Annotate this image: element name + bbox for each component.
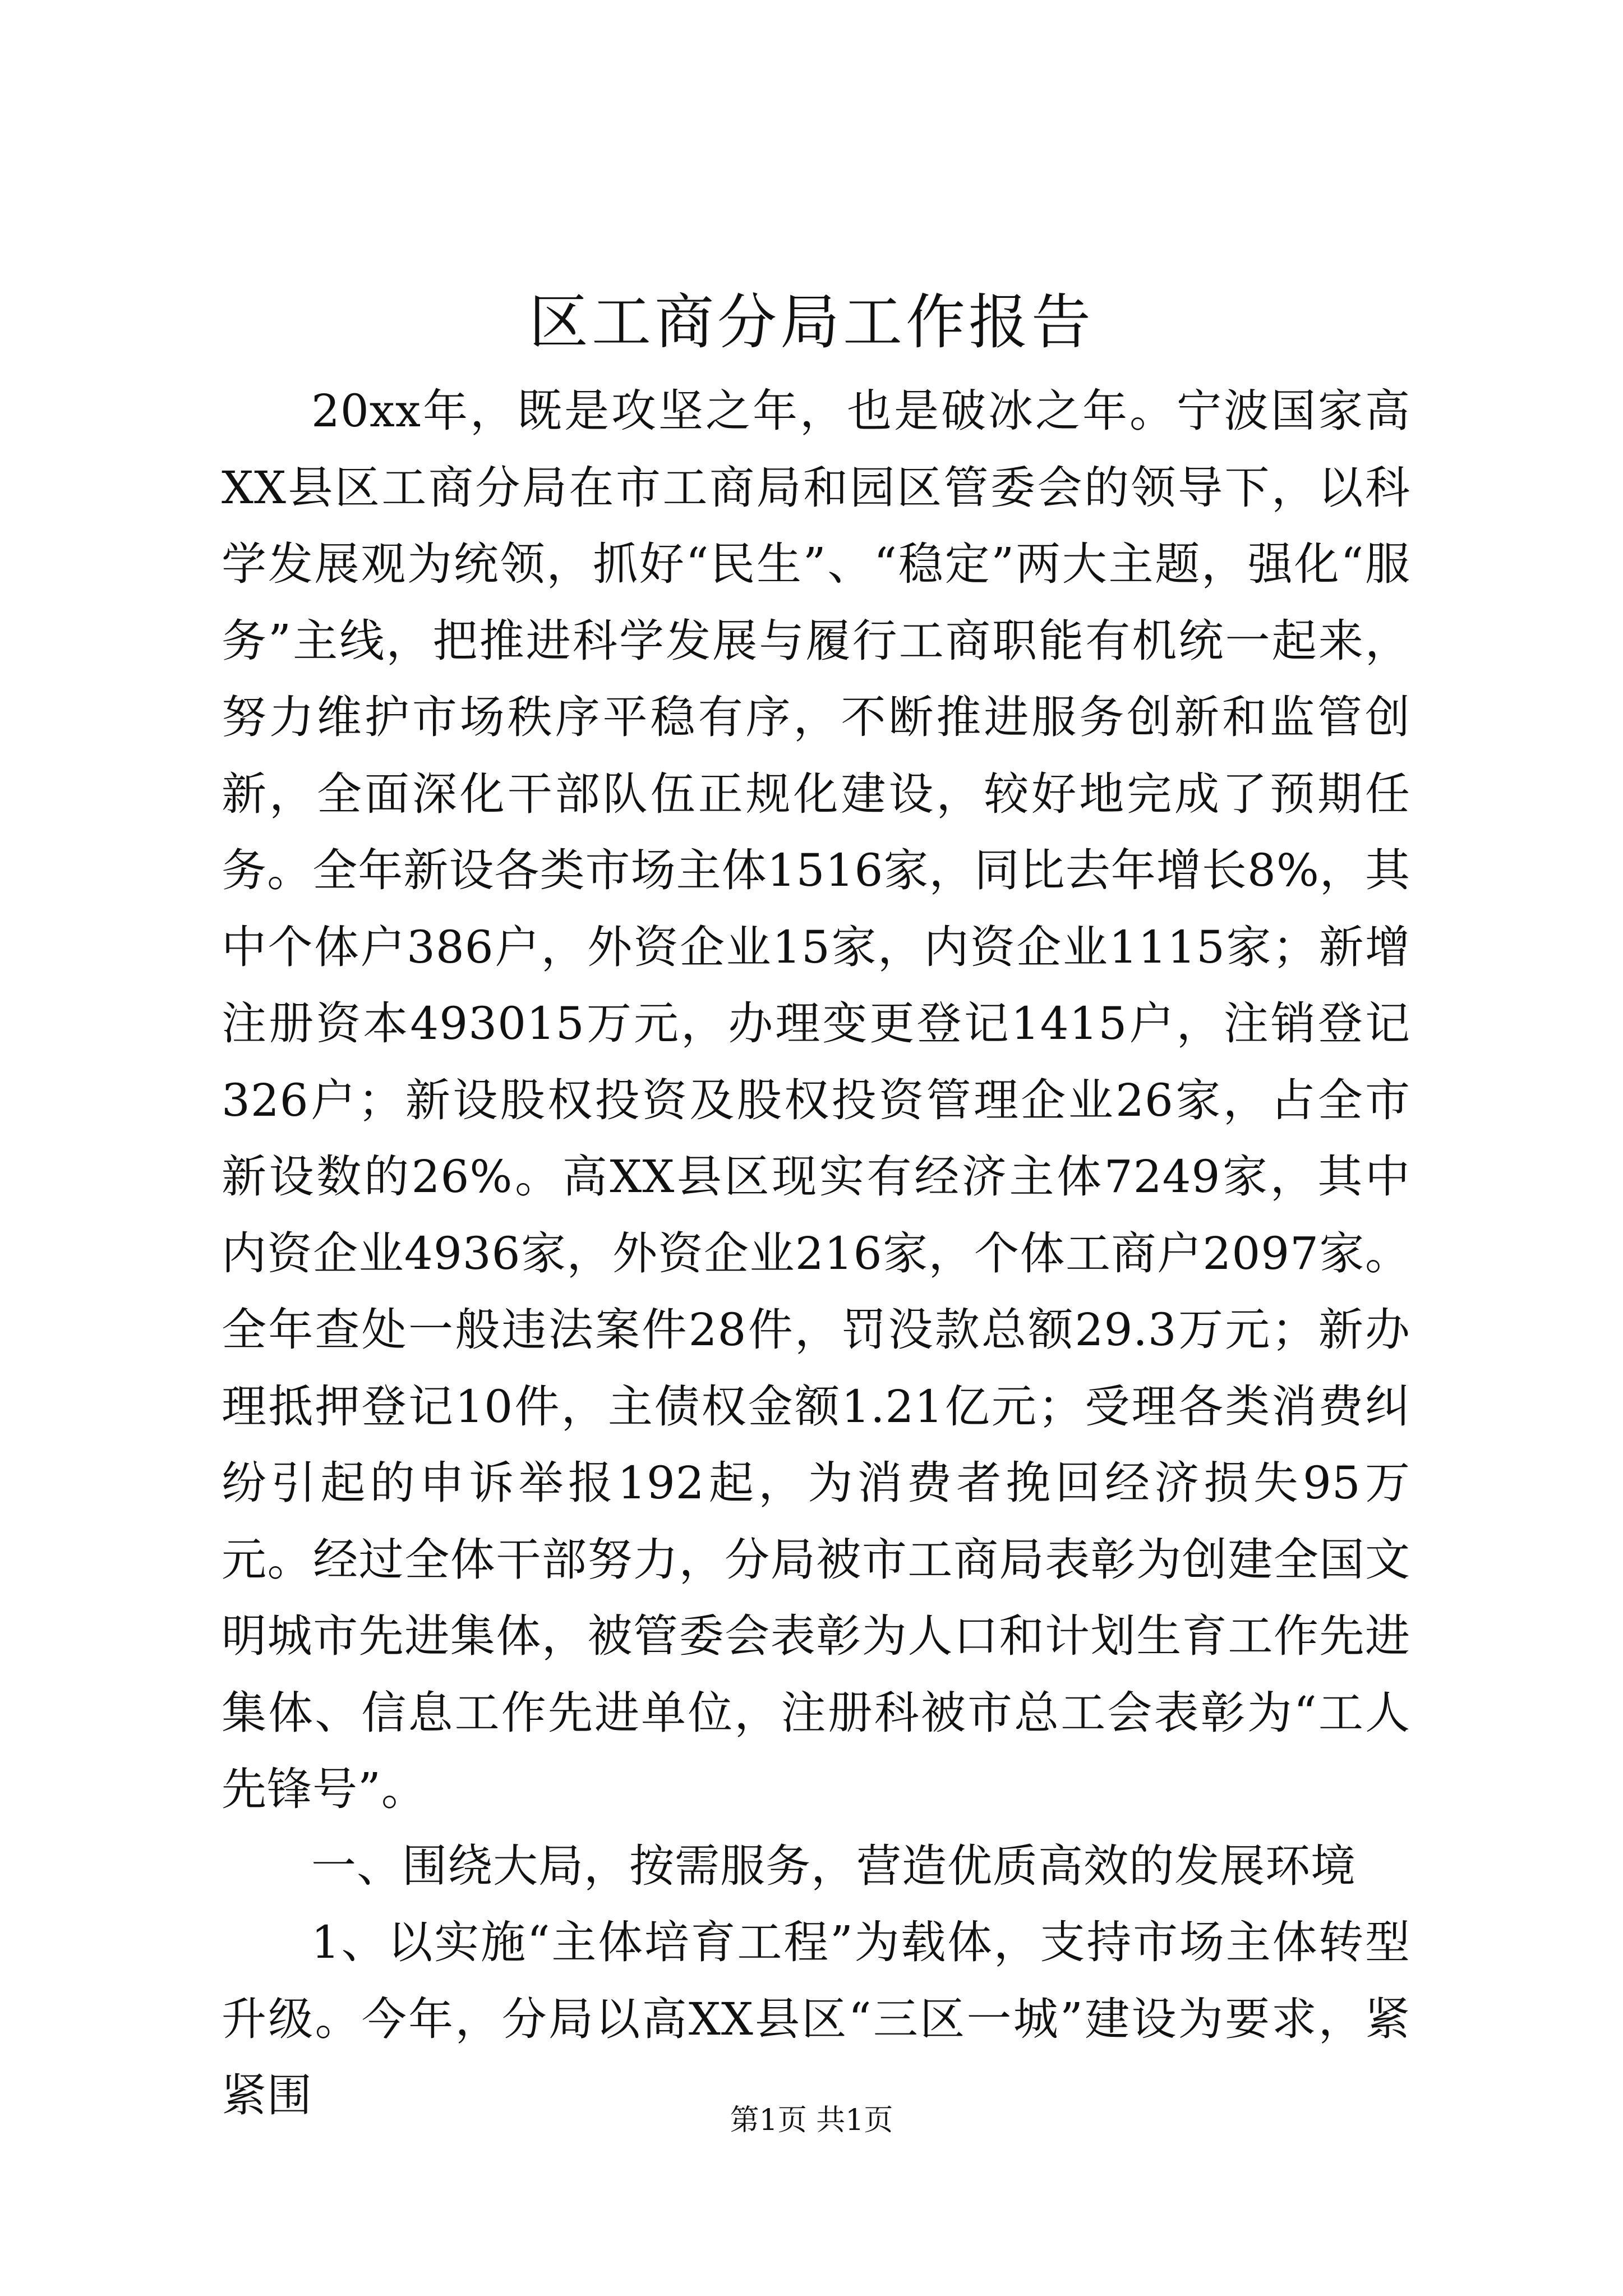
section-heading-1: 一、围绕大局，按需服务，营造优质高效的发展环境 [311, 1839, 1356, 1892]
intro-paragraph: 20xx年，既是攻坚之年，也是破冰之年。宁波国家高XX县区工商分局在市工商局和园区管委会的领导下，以科学发展观为统领，抓好“民生”、“稳定”两大主题，强化“服务”主线，把推进科学发展与履行工商职能有机统一起来，努力维护市场秩序平稳有序，不断推进服务创新和监管创新，全面深化干部队伍正规化建设，较好地完成了预期任务。全年新设各类市场主体1516家，同比去年增长8%，其中个体户386户，外资企业15家，内资企业1115家；新增注册资本493015万元，办理变更登记1415户，注销登记326户；新设股权投资及股权投资管理企业26家，占全市新设数的26%。高XX县区现实有经济主体7249家，其中内资企业4936家，外资企业216家，个体工商户2097家。全年查处一般违法案件28件，罚没款总额29.3万元；新办理抵押登记10件，主债权金额1.21亿元；受理各类消费纠纷引起的申诉举报192起，为消费者挽回经济损失95万元。经过全体干部努力，分局被市工商局表彰为创建全国文明城市先进集体，被管委会表彰为人口和计划生育工作先进集体、信息工作先进单位，注册科被市总工会表彰为“工人先锋号”。 [222, 385, 1410, 1815]
page-footer: 第1页 共1页 [730, 2104, 893, 2137]
document-title: 区工商分局工作报告 [529, 288, 1094, 357]
section-paragraph-1: 1、以实施“主体培育工程”为载体，支持市场主体转型升级。今年，分局以高XX县区“三区一城”建设为要求，紧紧围 [222, 1916, 1410, 2122]
document-body [222, 373, 1410, 2134]
